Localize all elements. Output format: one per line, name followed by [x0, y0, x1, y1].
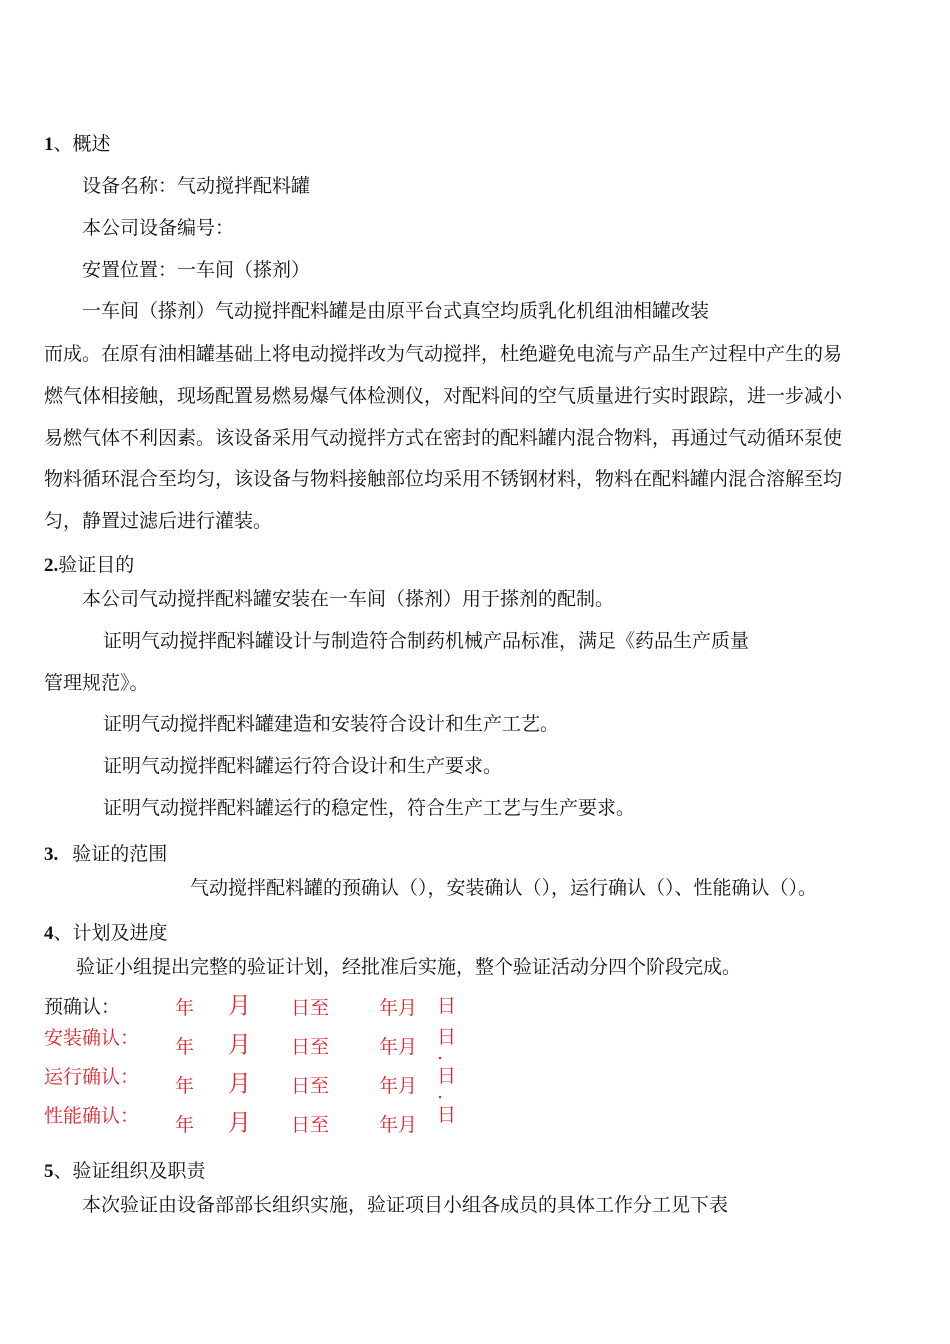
organization-text: 本次验证由设备部部长组织实施，验证项目小组各成员的具体工作分工见下表: [82, 1194, 729, 1216]
schedule-from-day: 日至: [291, 1036, 330, 1058]
section-2-number: 2.: [44, 555, 59, 576]
section-3-number: 3.: [44, 844, 59, 865]
schedule-to-day: 日 .: [437, 1028, 457, 1064]
schedule-to-yearmonth: 年月: [379, 1036, 418, 1058]
schedule-from-day: 日至: [291, 997, 330, 1019]
section-4-sep: 、: [53, 922, 73, 944]
overview-paragraph-line-6: 匀，静置过滤后进行灌装。: [44, 510, 273, 532]
schedule-to-yearmonth: 年月: [379, 1075, 418, 1097]
scope-text: 气动搅拌配料罐的预确认（），安装确认（），运行确认（）、性能确认（）。: [190, 877, 818, 899]
schedule-to-day: 日: [437, 1106, 457, 1126]
section-5-number: 5: [44, 1161, 54, 1182]
schedule-year: 年: [175, 1114, 195, 1136]
section-1-sep: 、: [53, 133, 73, 155]
section-5-heading: [44, 1159, 206, 1184]
section-5-title: 验证组织及职责: [72, 1160, 206, 1182]
purpose-item-4: 证明气动搅拌配料罐运行的稳定性，符合生产工艺与生产要求。: [103, 797, 636, 819]
schedule-label-pre-confirm: 预确认：: [44, 996, 121, 1018]
schedule-from-day: 日至: [291, 1114, 330, 1136]
device-code: 本公司设备编号：: [82, 217, 235, 239]
schedule-to-day: 日: [437, 997, 457, 1017]
schedule-to-yearmonth: 年月: [379, 997, 418, 1019]
schedule-month: 月: [228, 1071, 251, 1097]
overview-paragraph-line-3: 燃气体相接触，现场配置易燃易爆气体检测仪，对配料间的空气质量进行实时跟踪，进一步减小: [44, 385, 843, 407]
purpose-intro: 本公司气动搅拌配料罐安装在一车间（搽剂）用于搽剂的配制。: [82, 588, 615, 610]
purpose-item-3: 证明气动搅拌配料罐运行符合设计和生产要求。: [103, 755, 503, 777]
purpose-item-2: 证明气动搅拌配料罐建造和安装符合设计和生产工艺。: [103, 713, 560, 735]
section-2-title: 验证目的: [58, 554, 135, 576]
purpose-item-1-line-1: 证明气动搅拌配料罐设计与制造符合制药机械产品标准，满足《药品生产质量: [103, 630, 750, 652]
overview-paragraph-line-4: 易燃气体不利因素。该设备采用气动搅拌方式在密封的配料罐内混合物料，再通过气动循环泵使: [44, 427, 843, 449]
section-3-title: 验证的范围: [72, 843, 168, 865]
overview-paragraph-line-1: 一车间（搽剂）气动搅拌配料罐是由原平台式真空均质乳化机组油相罐改装: [82, 300, 710, 322]
schedule-label-performance: 性能确认：: [44, 1105, 140, 1127]
device-location: 安置位置：一车间（搽剂）: [82, 259, 311, 281]
device-name: 设备名称：气动搅拌配料罐: [82, 175, 311, 197]
schedule-from-day: 日至: [291, 1075, 330, 1097]
section-4-heading: [44, 921, 168, 946]
section-2-heading: [44, 553, 134, 578]
schedule-label-operation: 运行确认：: [44, 1066, 140, 1088]
section-3-heading: [44, 842, 167, 867]
section-1-number: 1: [44, 134, 54, 155]
plan-intro: 验证小组提出完整的验证计划，经批准后实施，整个验证活动分四个阶段完成。: [76, 956, 742, 978]
schedule-month: 月: [228, 993, 251, 1019]
overview-paragraph-line-2: 而成。在原有油相罐基础上将电动搅拌改为气动搅拌，杜绝避免电流与产品生产过程中产生的易: [44, 343, 843, 365]
schedule-year: 年: [175, 997, 195, 1019]
schedule-label-installation: 安装确认：: [44, 1027, 140, 1049]
schedule-to-yearmonth: 年月: [379, 1114, 418, 1136]
overview-paragraph-line-5: 物料循环混合至均匀，该设备与物料接触部位均采用不锈钢材料，物料在配料罐内混合溶解至均: [44, 468, 843, 490]
section-4-number: 4: [44, 923, 54, 944]
purpose-item-1-line-2: 管理规范》。: [44, 672, 149, 694]
schedule-month: 月: [228, 1032, 251, 1058]
section-1-title: 概述: [72, 133, 111, 155]
section-1-heading: [44, 132, 111, 157]
schedule-month: 月: [228, 1110, 251, 1136]
section-5-sep: 、: [53, 1160, 73, 1182]
schedule-year: 年: [175, 1075, 195, 1097]
schedule-year: 年: [175, 1036, 195, 1058]
schedule-to-day: 日 .: [437, 1067, 457, 1103]
section-4-title: 计划及进度: [72, 922, 168, 944]
